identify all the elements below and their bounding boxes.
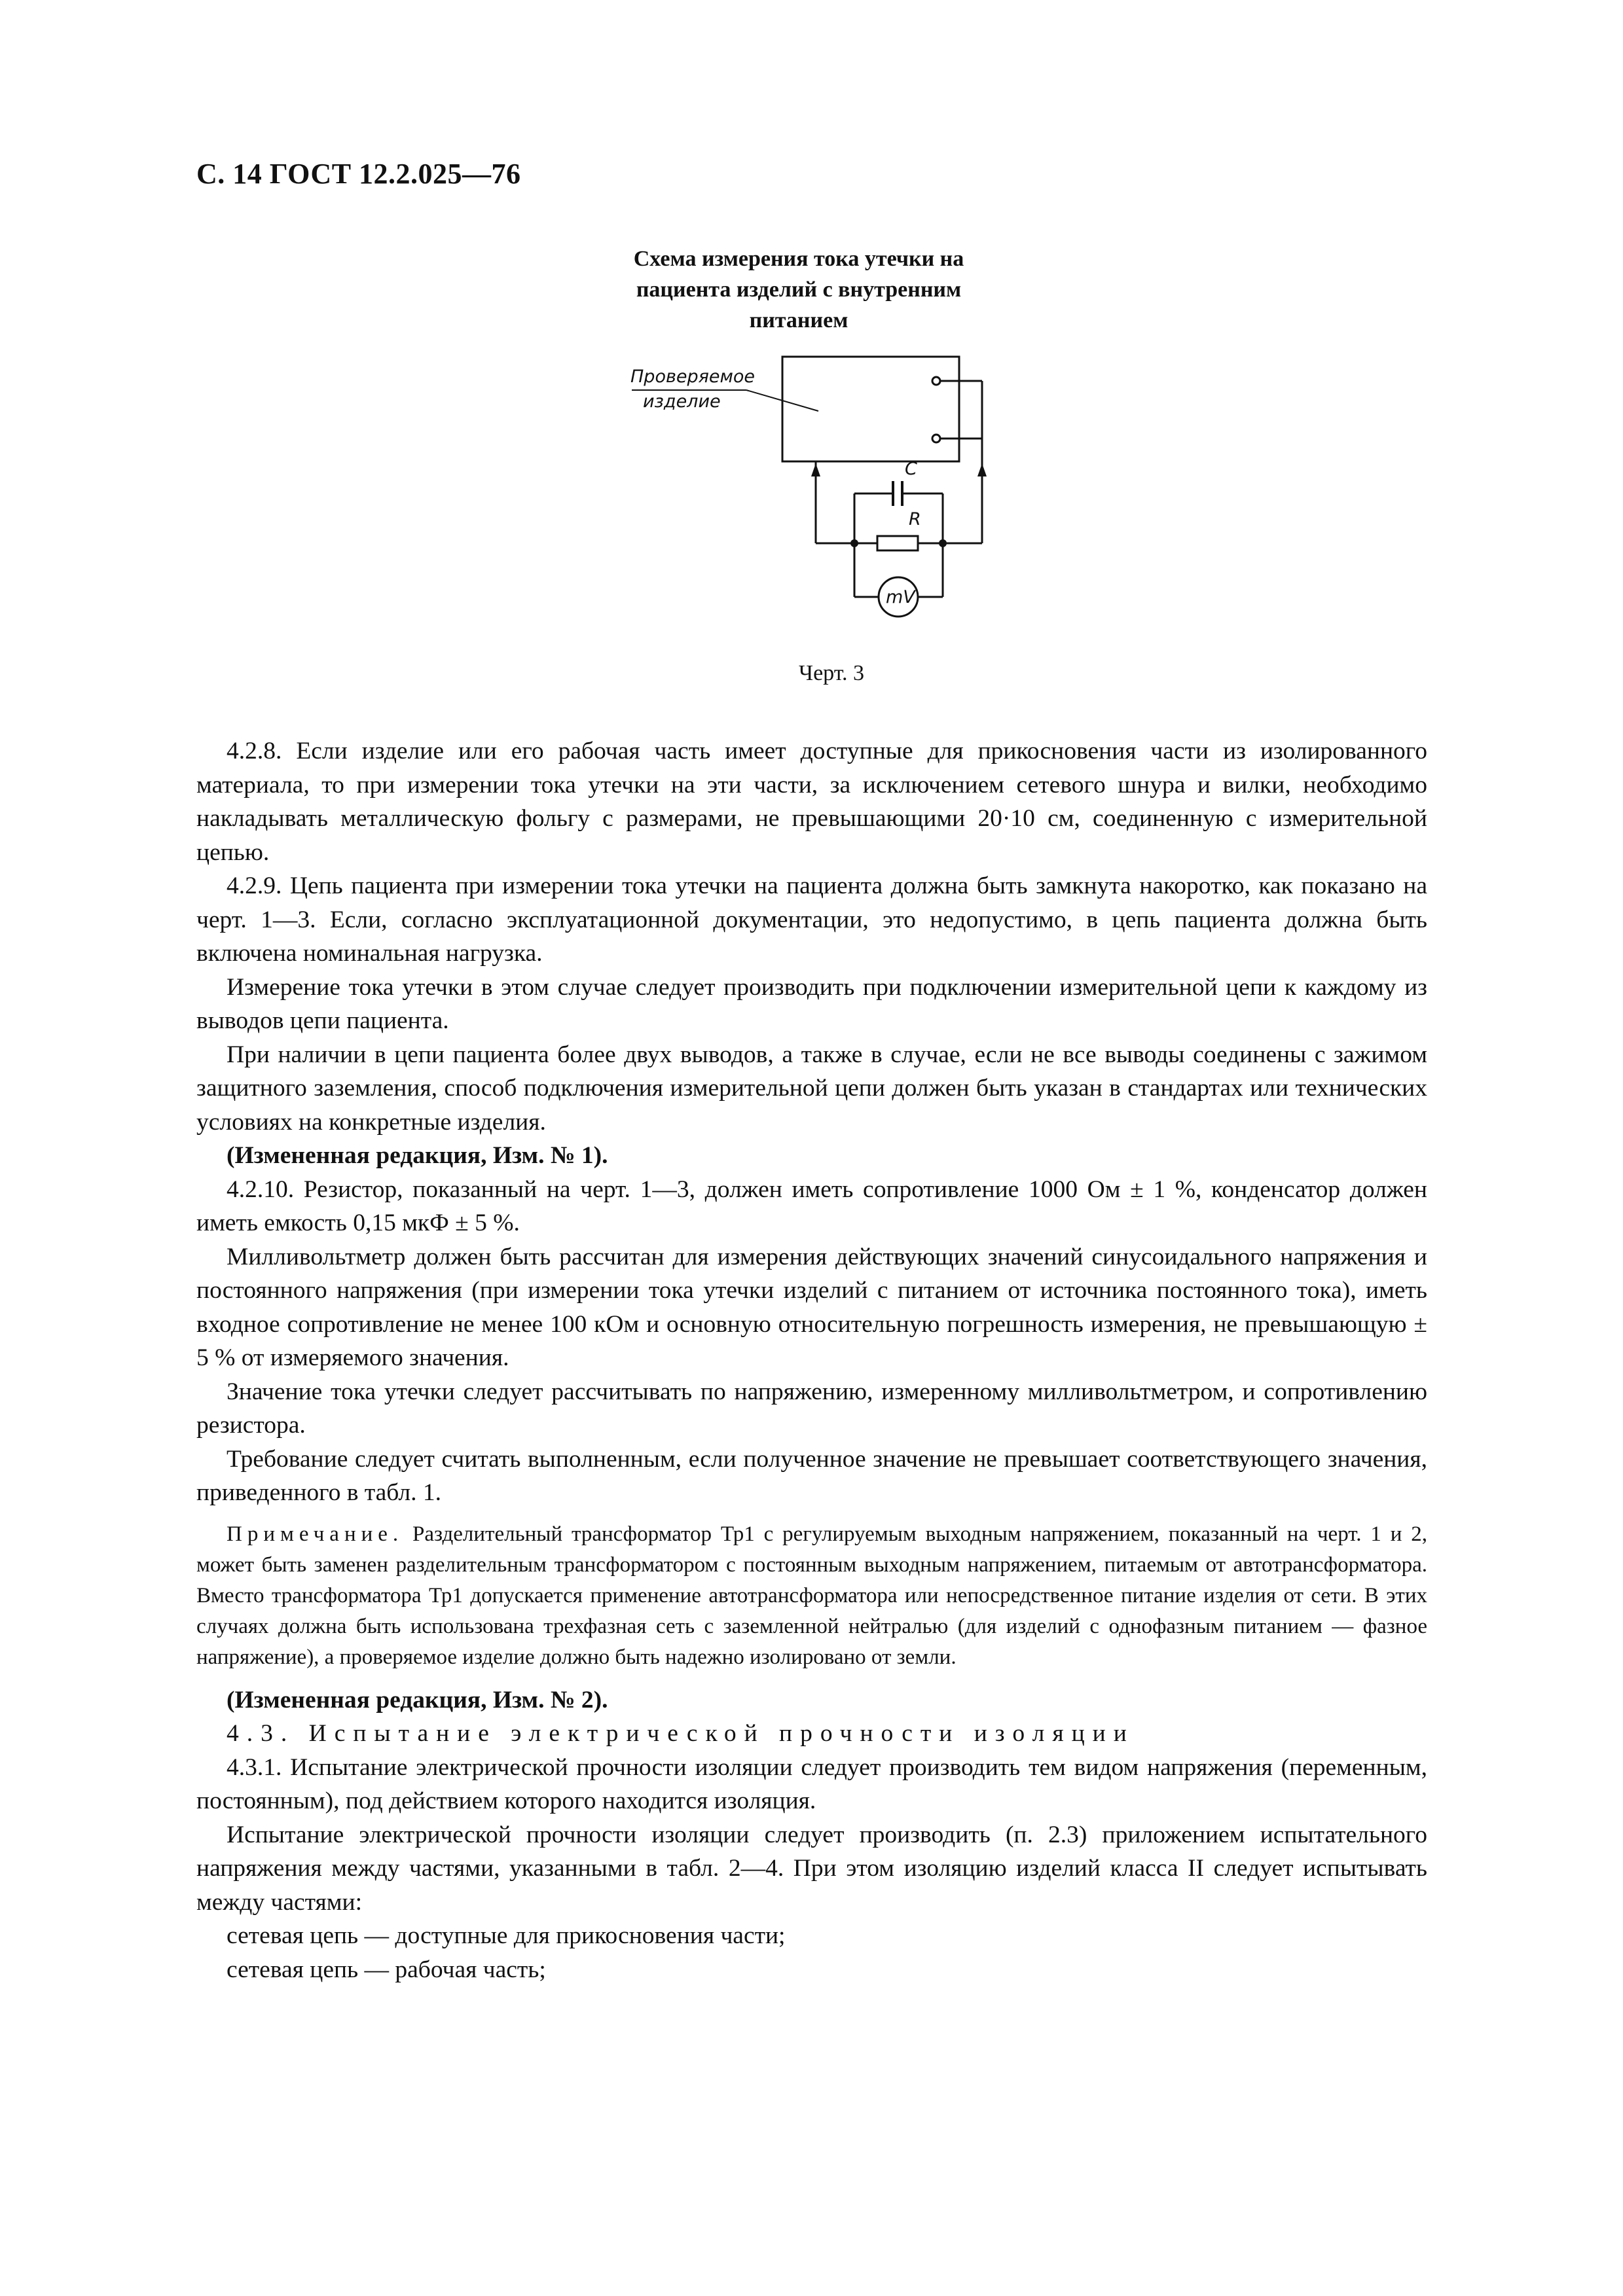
meter-label: mV xyxy=(886,587,915,607)
resistor xyxy=(877,536,918,550)
paragraph: Требование следует считать выполненным, если полученное значение не превышает соответствующего значения, приведенного в табл. 1. xyxy=(196,1445,1427,1506)
paragraph: При наличии в цепи пациента более двух выводов, а также в случае, если не все выводы соединены с зажимом защитного заземления, способ подключения измерительной цепи должен быть указан в стандартах или технических условиях на конкретные изделия. xyxy=(196,1041,1427,1136)
body-text xyxy=(196,734,1427,1986)
figure-title xyxy=(589,243,1008,336)
terminal-bottom xyxy=(932,435,940,442)
paragraph: Значение тока утечки следует рассчитывать по напряжению, измеренному милливольтметром, и сопротивлению резистора. xyxy=(196,1378,1427,1439)
section-heading-4-3: 4.3. Испытание электрической прочности изоляции xyxy=(227,1720,1135,1747)
amendment-note: (Измененная редакция, Изм. № 2). xyxy=(227,1686,608,1713)
page-header: С. 14 ГОСТ 12.2.025—76 xyxy=(196,158,521,190)
paragraph: Милливольтметр должен быть рассчитан для измерения действующих значений синусоидального напряжения и постоянного напряжения (при измерении тока утечки изделий с питанием от источника постоянного тока), иметь входное сопротивление не менее 100 кОм и основную относительную погрешность измерения, не превышающую ± 5 % от измеряемого значения. xyxy=(196,1243,1427,1371)
paragraph: Испытание электрической прочности изоляции следует производить (п. 2.3) приложением испытательного напряжения между частями, указанными в табл. 2—4. При этом изоляцию изделий класса II следует испытывать между частями: xyxy=(196,1821,1427,1916)
figure-title-line: питанием xyxy=(749,308,848,332)
figure-title-line: пациента изделий с внутренним xyxy=(636,278,962,302)
device-box xyxy=(782,357,959,461)
arrow-up-right xyxy=(977,463,987,476)
resistor-label: R xyxy=(909,509,921,529)
list-item: сетевая цепь — доступные для прикосновения части; xyxy=(227,1922,786,1949)
terminal-top xyxy=(932,377,940,385)
paragraph: Измерение тока утечки в этом случае следует производить при подключении измерительной цепи к каждому из выводов цепи пациента. xyxy=(196,973,1427,1034)
device-label-line1: Проверяемое xyxy=(630,367,755,387)
leakage-current-schematic xyxy=(615,353,995,635)
paragraph-4-2-8: 4.2.8. Если изделие или его рабочая часть имеет доступные для прикосновения части из изолированного материала, то при измерении тока утечки на эти части, за исключением сетевого шнура и вилки, необходимо накладывать металлическую фольгу с размерами, не превышающими 20·10 см, соединенную с измерительной цепью. xyxy=(196,738,1427,866)
paragraph-4-2-10: 4.2.10. Резистор, показанный на черт. 1—3, должен иметь сопротивление 1000 Ом ± 1 %, конденсатор должен иметь емкость 0,15 мкФ ± 5 %. xyxy=(196,1175,1427,1236)
paragraph-4-2-9: 4.2.9. Цепь пациента при измерении тока утечки на пациента должна быть замкнута накоротко, как показано на черт. 1—3. Если, согласно эксплуатационной документации, это недопустимо, в цепь пациента должна быть включена номинальная нагрузка. xyxy=(196,872,1427,967)
paragraph-4-3-1: 4.3.1. Испытание электрической прочности изоляции следует производить тем видом напряжения (переменным, постоянным), под действием которого находится изоляция. xyxy=(196,1753,1427,1814)
note-label: Примечание. xyxy=(227,1522,404,1546)
arrow-up-left xyxy=(811,463,820,476)
device-label-line2: изделие xyxy=(643,391,721,412)
figure-title-line: Схема измерения тока утечки на xyxy=(633,247,964,271)
note-paragraph xyxy=(196,1519,1427,1673)
amendment-note: (Измененная редакция, Изм. № 1). xyxy=(227,1142,608,1169)
capacitor-label: C xyxy=(905,459,917,479)
list-item: сетевая цепь — рабочая часть; xyxy=(227,1956,546,1983)
figure-caption: Черт. 3 xyxy=(798,661,865,685)
note-text: Разделительный трансформатор Тр1 с регулируемым выходным напряжением, показанный на черт. 1 и 2, может быть заменен разделительным трансформатором с постоянным выходным напряжением, питаемым от автотрансформатора. Вместо трансформатора Тр1 допускается применение автотрансформатора или непосредственное питание изделия от сети. В этих случаях должна быть использована трехфазная сеть с заземленной нейтралью (для изделий с однофазным питанием — фазное напряжение), а проверяемое изделие должно быть надежно изолировано от земли. xyxy=(196,1522,1427,1669)
